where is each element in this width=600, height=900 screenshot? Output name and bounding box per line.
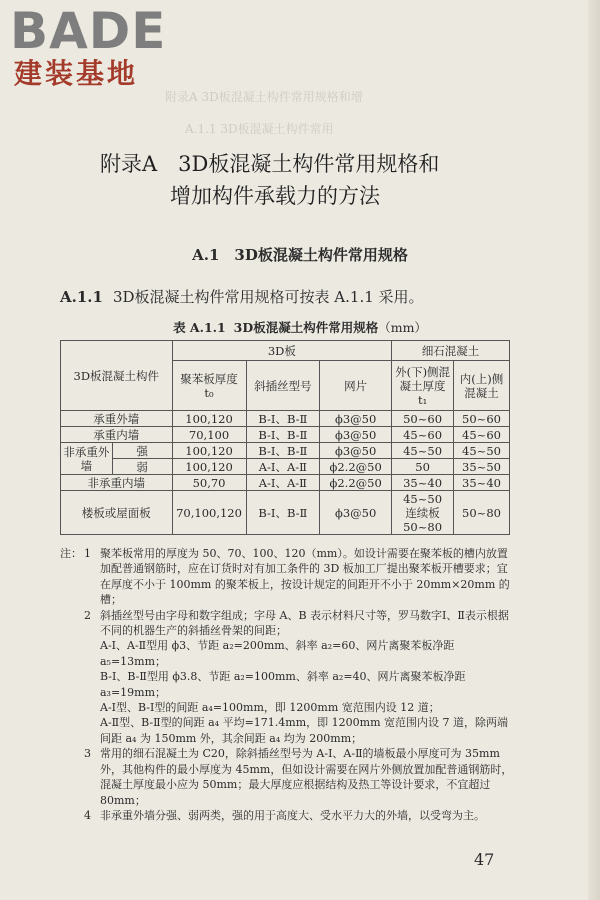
header-fine-concrete: 细石混凝土 [392,341,510,361]
table-row: 非承重外墙 强 100,120 B-Ⅰ、B-Ⅱ ϕ3@50 45~50 45~50 [61,443,510,459]
note-text: A-Ⅱ型、B-Ⅱ型的间距 a₄ 平均=171.4mm，即 1200mm 宽范围内设 7 道，除两端间距 a₄ 为 150mm 外，其余间距 a₄ 均为 200mm； [100,716,508,745]
note-item [60,608,515,747]
note-number: 4 [84,808,91,822]
clause [60,286,424,307]
note-number: 1 [84,547,91,560]
logo [10,4,166,90]
note-text: B-Ⅰ、B-Ⅱ型用 ϕ3.8、节距 a₂=100mm、斜率 a₂=40、网片离聚苯板净距 a₃=19mm； [100,670,466,699]
note-text: 常用的细石混凝土为 C20，除斜插丝型号为 A-Ⅰ、A-Ⅱ的墙板最小厚度可为 35mm 外，其他构件的最小厚度为 45mm，但如设计需要在网片外侧放置加配普通钢筋时，混凝土厚度最小应为 50mm；最大厚度应根据结构及热工等设计要求，不宜超过 80mm； [100,747,513,807]
page-number: 47 [474,850,495,869]
page-edge [588,0,600,900]
section-title: A.1 3D板混凝土构件常用规格 [192,246,408,264]
table-caption-unit: （mm） [378,320,427,335]
header-outer-thickness: 外(下)侧混凝土厚度 t₁ [392,361,454,411]
header-component: 3D板混凝土构件 [61,341,173,411]
table-row: 弱 100,120 A-Ⅰ、A-Ⅱ ϕ2.2@50 50 35~50 [61,459,510,475]
note-text: 聚苯板常用的厚度为 50、70、100、120（mm）。如设计需要在聚苯板的槽内放置加配普通钢筋时，应在订货时对有加工条件的 3D 板加工厂提出聚苯板开槽要求；宜在厚度不小于 100mm 的聚苯板上，按设计规定的间距开不小于 20mm×20mm 的槽； [100,547,510,607]
appendix-title [100,148,439,212]
table-row: 承重外墙 100,120 B-Ⅰ、B-Ⅱ ϕ3@50 50~60 50~60 [61,411,510,427]
table-row: 非承重内墙 50,70 A-Ⅰ、A-Ⅱ ϕ2.2@50 35~40 35~40 [61,475,510,491]
table-caption-text: 3D板混凝土构件常用规格 [233,320,379,335]
appendix-title-line1: 附录A 3D板混凝土构件常用规格和 [100,152,440,176]
clause-text: 3D板混凝土构件常用规格可按表 A.1.1 采用。 [112,288,424,306]
spec-table [60,340,510,535]
header-wire-type: 斜插丝型号 [246,361,320,411]
note-text: A-Ⅰ型、B-Ⅰ型的间距 a₄=100mm，即 1200mm 宽范围内设 12 道； [100,701,440,715]
header-thickness: 聚苯板厚度 t₀ [172,361,246,411]
note-number: 3 [84,747,91,761]
appendix-title-line2: 增加构件承载力的方法 [170,184,380,208]
header-3d-panel: 3D板 [172,341,392,361]
bleed-through-text: A.1.1 3D板混凝土构件常用 [185,122,334,136]
header-mesh: 网片 [320,361,392,411]
logo-chinese: 建装基地 [14,57,139,90]
table-row: 承重内墙 70,100 B-Ⅰ、B-Ⅱ ϕ3@50 45~60 45~60 [61,427,510,443]
table-caption [0,318,600,336]
note-text: 非承重外墙分强、弱两类，强的用于高度大、受水平力大的外墙，以受弯为主。 [100,808,485,822]
note-text: A-Ⅰ、A-Ⅱ型用 ϕ3、节距 a₂=200mm、斜率 a₂=60、网片离聚苯板净距 a₅=13mm； [100,639,455,668]
table-row: 楼板或屋面板 70,100,120 B-Ⅰ、B-Ⅱ ϕ3@50 45~50 连续板 50~80 50~80 [61,491,510,535]
logo-wordmark: BADE [10,2,167,60]
note-item [60,746,515,808]
table-notes [60,546,515,823]
header-inner-thickness: 内(上)侧混凝土 [454,361,510,411]
note-item [60,546,515,608]
note-number: 2 [84,608,91,622]
table-caption-number: 表 A.1.1 [173,320,226,335]
note-item [60,808,515,823]
bleed-through-text: 附录A 3D板混凝土构件常用规格和增 [165,90,363,104]
note-text: 斜插丝型号由字母和数字组成；字母 A、B 表示材料尺寸等，罗马数字Ⅰ、Ⅱ表示根据不同的机器生产的斜插丝骨架的间距； [100,608,509,638]
notes-label: 注： [60,547,82,560]
clause-number: A.1.1 [60,288,103,306]
